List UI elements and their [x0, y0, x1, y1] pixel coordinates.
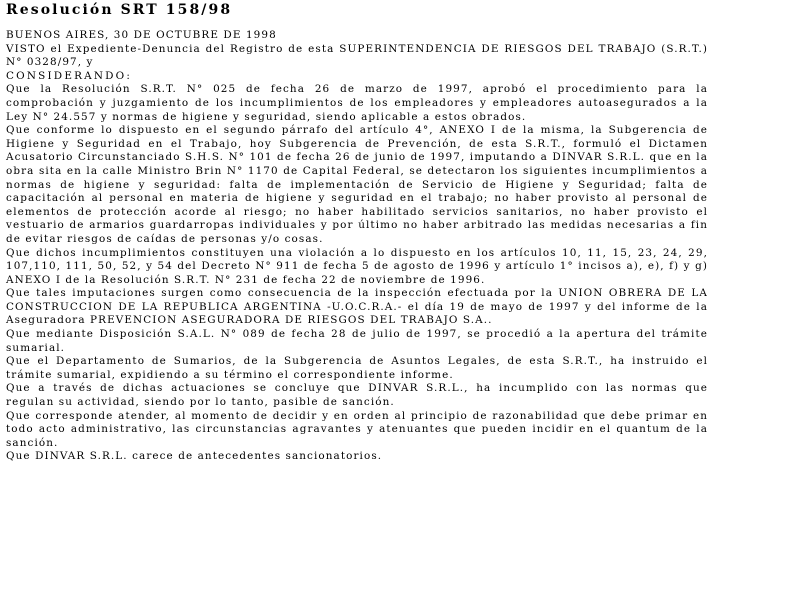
considerando-paragraph: Que DINVAR S.R.L. carece de antecedentes sancionatorios.: [6, 450, 383, 463]
date-line: BUENOS AIRES, 30 DE OCTUBRE DE 1998: [6, 29, 277, 41]
document-body: [6, 29, 708, 464]
considerando-paragraph: Que a través de dichas actuaciones se concluye que DINVAR S.R.L., ha incumplido con las normas que regulan su actividad, siendo por lo tanto, pasible de sanción.: [6, 382, 708, 409]
considerando-paragraph: Que tales imputaciones surgen como consecuencia de la inspección efectuada por la UNION OBRERA DE LA CONSTRUCCION DE LA REPUBLICA ARGENTINA -U.O.C.R.A.- el día 19 de mayo de 1997 y del informe de la Aseguradora PREVENCION ASEGURADORA DE RIESGOS DEL TRABAJO S.A..: [6, 287, 708, 327]
considerando-paragraph: Que corresponde atender, al momento de decidir y en orden al principio de razonabilidad que debe primar en todo acto administrativo, las circunstancias agravantes y atenuantes que pueden incidir en el quantum de la sanción.: [6, 409, 708, 449]
considerando-paragraph: Que dichos incumplimientos constituyen una violación a lo dispuesto en los artículos 10, 11, 15, 23, 24, 29, 107,110, 111, 50, 52, y 54 del Decreto N° 911 de fecha 5 de agosto de 1996 y artículo 1° incisos a), e), f) y g) ANEXO I de la Resolución S.R.T. N° 231 de fecha 22 de noviembre de 1996.: [6, 246, 708, 286]
considerando-paragraph: Que conforme lo dispuesto en el segundo párrafo del artículo 4°, ANEXO I de la misma, la Subgerencia de Higiene y Seguridad en el Trabajo, hoy Subgerencia de Prevención, de esta S.R.T., formuló el Dictamen Acusatorio Circunstanciado S.H.S. N° 101 de fecha 26 de junio de 1997, imputando a DINVAR S.R.L. que en la obra sita en la calle Ministro Brin N° 1170 de Capital Federal, se detectaron los siguientes incumplimientos a normas de higiene y seguridad: falta de implementación de Servicio de Higiene y Seguridad; falta de capacitación al personal en materia de higiene y seguridad en el trabajo; no haber provisto al personal de elementos de protección acorde al riesgo; no haber habilitado servicios sanitarios, no haber provisto el vestuario de armarios guardarropas individuales y por último no haber arbitrado las medidas necesarias a fin de evitar riesgos de caídas de personas y/o cosas.: [6, 124, 708, 245]
visto-paragraph: VISTO el Expediente-Denuncia del Registro de esta SUPERINTENDENCIA DE RIESGOS DEL TRABAJO (S.R.T.) N° 0328/97, y: [6, 42, 708, 69]
considerando-paragraph: Que la Resolución S.R.T. N° 025 de fecha 26 de marzo de 1997, aprobó el procedimiento para la comprobación y juzgamiento de los incumplimientos de los empleadores y empleadores autoasegurados a la Ley N° 24.557 y normas de higiene y seguridad, siendo aplicable a estos obrados.: [6, 83, 708, 123]
considerando-paragraph: Que mediante Disposición S.A.L. N° 089 de fecha 28 de julio de 1997, se procedió a la apertura del trámite sumarial.: [6, 328, 708, 354]
document-title: Resolución SRT 158/98: [6, 2, 233, 18]
considerando-heading: CONSIDERANDO:: [6, 69, 133, 82]
considerando-paragraph: Que el Departamento de Sumarios, de la Subgerencia de Asuntos Legales, de esta S.R.T., ha instruido el trámite sumarial, expidiendo a su término el correspondiente informe.: [6, 355, 708, 381]
